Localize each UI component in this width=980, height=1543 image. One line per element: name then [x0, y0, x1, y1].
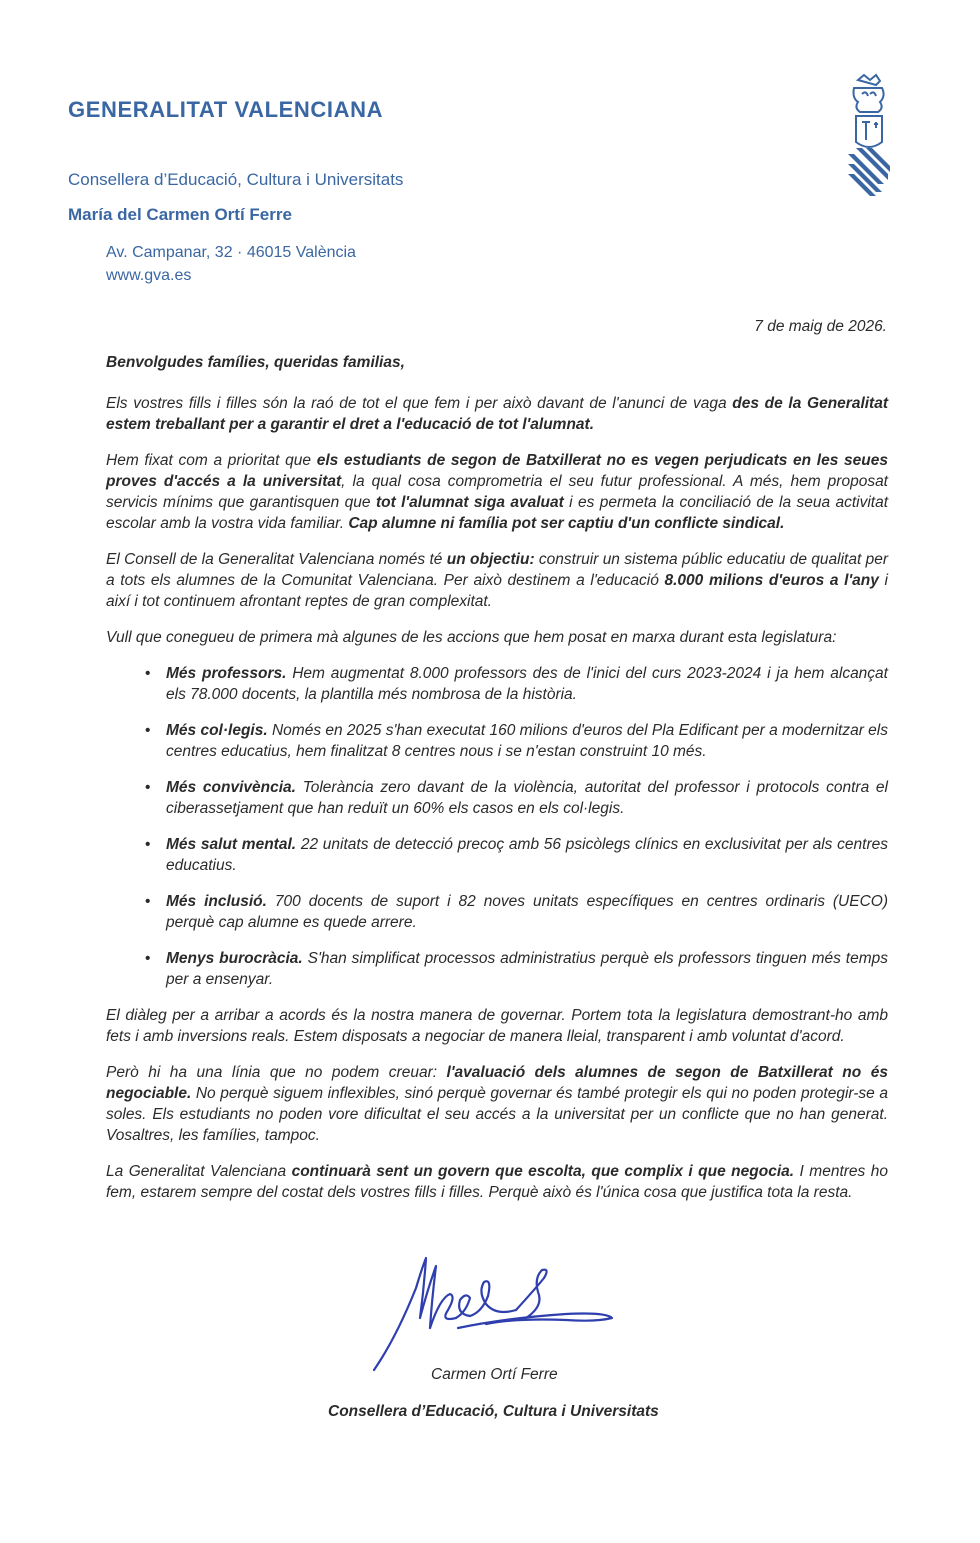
actions-list	[106, 663, 888, 990]
address-line: Av. Campanar, 32 · 46015 València	[106, 244, 356, 261]
list-item: • Més salut mental. 22 unitats de detecció precoç amb 56 psicòlegs clínics en exclusivitat per als centres educatius.	[145, 836, 888, 874]
letter-body	[106, 352, 888, 1218]
website-link[interactable]: www.gva.es	[106, 267, 192, 284]
bullet-icon: •	[145, 950, 151, 967]
generalitat-crest-icon	[838, 72, 900, 200]
bullet-icon: •	[145, 665, 151, 682]
list-item: • Menys burocràcia. S'han simplificat processos administratius perquè els professors tinguen més temps per a ensenyar.	[145, 950, 889, 988]
bullet-icon: •	[145, 779, 151, 796]
paragraph-1: Els vostres fills i filles són la raó de tot el que fem i per això davant de l'anunci de vaga des de la Generalitat estem treballant per a garantir el dret a l'educació de tot l'alumnat.	[106, 395, 888, 433]
letter-date: 7 de maig de 2026.	[754, 318, 887, 335]
paragraph-4: Vull que conegueu de primera mà algunes de les accions que hem posat en marxa durant esta legislatura:	[106, 629, 837, 646]
signatory-title: Consellera d’Educació, Cultura i Universitats	[328, 1403, 659, 1420]
bullet-icon: •	[145, 893, 151, 910]
bullet-icon: •	[145, 836, 151, 853]
list-item: • Més inclusió. 700 docents de suport i 82 noves unitats específiques en centres ordinaris (UECO) perquè cap alumne es quede arrere.	[145, 893, 888, 931]
handwritten-signature	[366, 1248, 616, 1378]
list-item: • Més col·legis. Només en 2025 s'han executat 160 milions d'euros del Pla Edificant per a modernitzar els centres educatius, hem finalitzat 8 centres nous i se n'estan construint 10 més.	[145, 722, 888, 760]
paragraph-2: Hem fixat com a prioritat que els estudiants de segon de Batxillerat no es vegen perjudicats en les seues proves d'accés a la universitat, la qual cosa comprometria el seu futur professional. A més, hem proposat servicis mínims que garantisquen que tot l'alumnat siga avaluat i es permeta la conciliació de la seua activitat escolar amb la vostra vida familiar. Cap alumne ni família pot ser captiu d'un conflicte sindical.	[106, 452, 889, 532]
list-item: • Més convivència. Tolerància zero davant de la violència, autoritat del professor i protocols contra el ciberassetjament que han reduït un 60% els casos en els col·legis.	[145, 779, 888, 817]
paragraph-3: El Consell de la Generalitat Valenciana només té un objectiu: construir un sistema públic educatiu de qualitat per a tots els alumnes de la Comunitat Valenciana. Per això destinem a l'educació 8.000 milions d'euros a l'any i així i tot continuem afrontant reptes de gran complexitat.	[106, 551, 888, 610]
organization-name: GENERALITAT VALENCIANA	[68, 97, 384, 122]
bullet-icon: •	[145, 722, 151, 739]
paragraph-5: El diàleg per a arribar a acords és la nostra manera de governar. Portem tota la legislatura demostrant-ho amb fets i amb inversions reals. Estem disposats a negociar de manera lleial, transparent i amb voluntat d'acord.	[106, 1007, 888, 1045]
list-item: • Més professors. Hem augmentat 8.000 professors des de l'inici del curs 2023-2024 i ja hem alcançat els 78.000 docents, la plantilla més nombrosa de la història.	[145, 665, 888, 703]
signatory-name: Carmen Ortí Ferre	[431, 1366, 558, 1383]
department-name: Consellera d’Educació, Cultura i Universitats	[68, 170, 404, 189]
address-block	[106, 241, 356, 287]
paragraph-6: Però hi ha una línia que no podem creuar: l'avaluació dels alumnes de segon de Batxillerat no és negociable. No perquè siguem inflexibles, sinó perquè governar és també protegir els qui no poden protegir-se a soles. Els estudiants no poden vore dificultat el seu accés a la universitat per un conflicte que no han generat. Vosaltres, les famílies, tampoc.	[106, 1064, 888, 1144]
official-name: María del Carmen Ortí Ferre	[68, 205, 292, 224]
paragraph-7: La Generalitat Valenciana continuarà sent un govern que escolta, que complix i que negocia. I mentres ho fem, estarem sempre del costat dels vostres fills i filles. Perquè això és l'única cosa que justifica tota la resta.	[106, 1163, 888, 1201]
greeting: Benvolgudes famílies, queridas familias,	[106, 354, 405, 371]
